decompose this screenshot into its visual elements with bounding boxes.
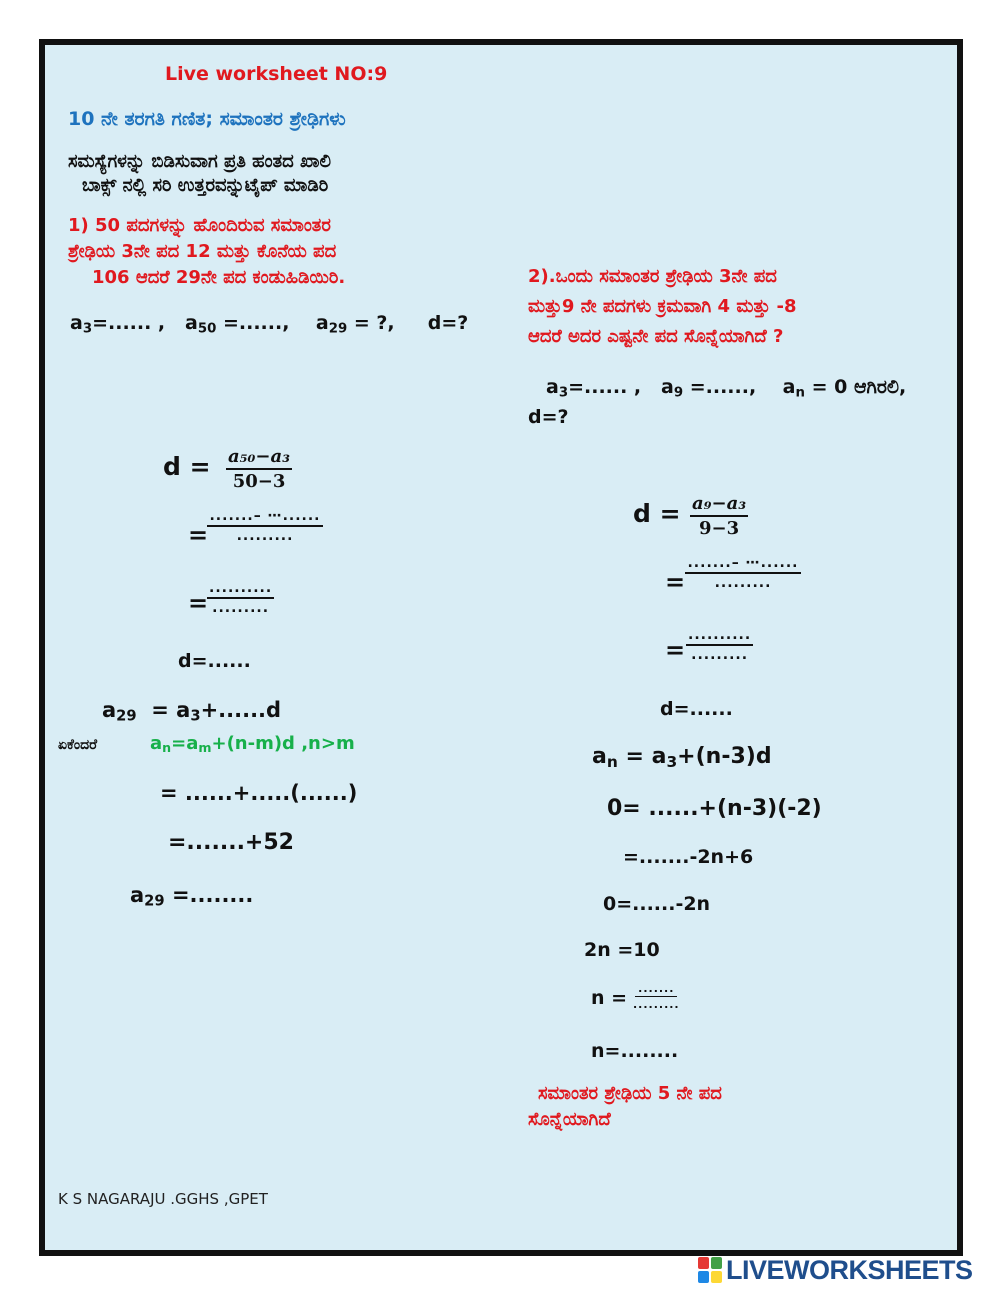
q1-step1-num[interactable]: .......– ⋯...... bbox=[207, 508, 323, 527]
logo-square-4 bbox=[711, 1271, 722, 1283]
liveworksheets-logo-icon bbox=[698, 1257, 722, 1283]
q1-a29-label: a bbox=[315, 312, 329, 334]
q2-step3[interactable]: 0= ......+(n-3)(-2) bbox=[607, 796, 822, 821]
q2-step2-num[interactable]: .......... bbox=[686, 627, 753, 646]
q1-given bbox=[70, 312, 468, 336]
q1-formula-eq: =a bbox=[171, 733, 199, 754]
q1-a50-sub: 50 bbox=[197, 321, 217, 337]
q2-d-result[interactable]: d=...... bbox=[660, 698, 733, 720]
q2-d-lhs: d = bbox=[633, 499, 681, 528]
q2-a3-label: a bbox=[546, 376, 559, 398]
q1-a3-value[interactable]: =...... , bbox=[92, 312, 166, 334]
q1-text-line-1: 1) 50 ಪದಗಳನ್ನು ಹೊಂದಿರುವ ಸಮಾಂತರ bbox=[68, 215, 331, 236]
q1-a29-eq-rhs-post[interactable]: +......d bbox=[200, 698, 282, 722]
liveworksheets-brand bbox=[698, 1254, 973, 1286]
q1-d-formula-den: 50−3 bbox=[232, 471, 286, 492]
q2-step2-den[interactable]: ......... bbox=[691, 647, 749, 663]
instruction-line-2: ಬಾಕ್ಸ್ ನಲ್ಲಿ ಸರಿ ಉತ್ತರವನ್ನುಟೈಪ್ ಮಾಡಿರಿ bbox=[82, 175, 329, 196]
q2-n-result[interactable]: n=........ bbox=[591, 1040, 679, 1062]
q2-n-fraction[interactable] bbox=[633, 982, 680, 1011]
q1-a29-sub: 29 bbox=[328, 321, 348, 337]
q1-a3-label: a bbox=[70, 312, 83, 334]
q2-an-eq-sub2: 3 bbox=[666, 752, 678, 771]
q2-given bbox=[546, 376, 906, 400]
q1-step4[interactable]: =.......+52 bbox=[168, 830, 294, 855]
q2-step5[interactable]: 0=......-2n bbox=[603, 893, 711, 915]
q2-text-line-2: ಮತ್ತು9 ನೇ ಪದಗಳು ಕ್ರಮವಾಗಿ 4 ಮತ್ತು -8 bbox=[528, 296, 797, 317]
q1-formula-rest: +(n-m)d ,n>m bbox=[211, 733, 355, 754]
q1-step1-fraction[interactable] bbox=[207, 508, 323, 544]
q1-a29-value: = ?, bbox=[353, 312, 395, 334]
instruction-line-1: ಸಮಸ್ಯೆಗಳನ್ನು ಬಿಡಿಸುವಾಗ ಪ್ರತಿ ಹಂತದ ಖಾಲಿ bbox=[68, 151, 331, 172]
q2-step1-fraction[interactable] bbox=[685, 555, 801, 591]
q1-final-rhs[interactable]: =........ bbox=[171, 883, 254, 907]
q1-a3-sub: 3 bbox=[82, 321, 93, 337]
q1-a29-eq-rhs-sub: 3 bbox=[190, 707, 201, 725]
q1-because-label: ಏಕೆಂದರೆ bbox=[58, 737, 98, 753]
q1-text-line-3: 106 ಆದರೆ 29ನೇ ಪದ ಕಂಡುಹಿಡಿಯಿರಿ. bbox=[92, 267, 346, 288]
q1-d-label: d=? bbox=[427, 312, 469, 334]
q1-final-lhs: a bbox=[130, 883, 145, 907]
q1-d-formula-num: a₅₀−a₃ bbox=[226, 446, 292, 470]
logo-square-1 bbox=[698, 1257, 709, 1269]
q2-an-eq-mid: = a bbox=[625, 744, 667, 769]
q2-an-sub: n bbox=[795, 385, 805, 401]
q1-a50-value[interactable]: =......, bbox=[222, 312, 290, 334]
q2-a9-label: a bbox=[661, 376, 674, 398]
worksheet-subtitle: 10 ನೇ ತರಗತಿ ಗಣಿತ; ಸಮಾಂತರ ಶ್ರೇಢಿಗಳು bbox=[68, 108, 346, 130]
q1-a50-label: a bbox=[185, 312, 198, 334]
q2-d-formula-num: a₉−a₃ bbox=[690, 493, 748, 517]
q2-a9-value[interactable]: =......, bbox=[689, 376, 757, 398]
q1-step1-eq: = bbox=[188, 521, 209, 549]
q2-an-eq-lhs: a bbox=[592, 744, 607, 769]
q1-step1-den[interactable]: ......... bbox=[236, 528, 294, 544]
q2-d-formula-fraction bbox=[690, 493, 748, 539]
q2-conclusion-line-1: ಸಮಾಂತರ ಶ್ರೇಢಿಯ 5 ನೇ ಪದ bbox=[538, 1083, 722, 1104]
q2-step4[interactable]: =.......-2n+6 bbox=[623, 846, 754, 868]
q2-step2-fraction[interactable] bbox=[686, 627, 753, 663]
q1-a29-equation bbox=[102, 698, 281, 725]
q1-d-formula-fraction bbox=[226, 446, 292, 492]
q2-step1-den[interactable]: ......... bbox=[714, 575, 772, 591]
q2-text-line-1: 2).ಒಂದು ಸಮಾಂತರ ಶ್ರೇಢಿಯ 3ನೇ ಪದ bbox=[528, 266, 777, 287]
q2-n-frac-num[interactable]: ....... bbox=[635, 982, 677, 997]
q1-general-formula bbox=[150, 733, 355, 755]
q2-d-formula-den: 9−3 bbox=[699, 518, 740, 539]
brand-name: LIVEWORKSHEETS bbox=[726, 1254, 973, 1285]
q1-step2-fraction[interactable] bbox=[207, 580, 274, 616]
q1-a29-eq-lhs: a bbox=[102, 698, 117, 722]
q1-formula-n: n bbox=[162, 740, 172, 756]
worksheet-title: Live worksheet NO:9 bbox=[165, 63, 388, 85]
q1-step2-eq: = bbox=[188, 589, 209, 617]
q2-an-value: = 0 ಆಗಿರಲಿ, bbox=[811, 376, 907, 398]
q1-formula-m: m bbox=[198, 740, 212, 756]
q2-text-line-3: ಆದರೆ ಅದರ ಎಷ್ಟನೇ ಪದ ಸೊನ್ನೆಯಾಗಿದೆ ? bbox=[528, 326, 784, 347]
q2-an-label: a bbox=[782, 376, 796, 398]
q1-text-line-2: ಶ್ರೇಢಿಯ 3ನೇ ಪದ 12 ಮತ್ತು ಕೊನೆಯ ಪದ bbox=[68, 241, 337, 262]
q2-step1-num[interactable]: .......– ⋯...... bbox=[685, 555, 801, 574]
q2-an-equation bbox=[592, 744, 772, 771]
q2-n-frac-den[interactable]: ......... bbox=[633, 998, 680, 1011]
q2-a3-value[interactable]: =...... , bbox=[568, 376, 642, 398]
q2-step6: 2n =10 bbox=[584, 939, 660, 961]
q1-final-sub: 29 bbox=[144, 892, 165, 910]
q2-d-label: d=? bbox=[528, 406, 569, 428]
q2-step2-eq: = bbox=[665, 636, 686, 664]
q2-n-frac-lhs: n = bbox=[591, 987, 628, 1009]
q2-conclusion-line-2: ಸೊನ್ನೆಯಾಗಿದೆ bbox=[528, 1109, 611, 1130]
q1-final-answer[interactable] bbox=[130, 883, 253, 910]
q2-a3-sub: 3 bbox=[558, 385, 569, 401]
q2-an-eq-sub: n bbox=[606, 752, 618, 771]
q1-formula-a: a bbox=[150, 733, 163, 754]
q2-step1-eq: = bbox=[665, 568, 686, 596]
q1-step2-den[interactable]: ......... bbox=[212, 600, 270, 616]
q2-a9-sub: 9 bbox=[673, 385, 684, 401]
q1-d-lhs: d = bbox=[163, 452, 211, 481]
q1-step2-num[interactable]: .......... bbox=[207, 580, 274, 599]
author-credit: K S NAGARAJU .GGHS ,GPET bbox=[58, 1190, 268, 1208]
q1-d-result[interactable]: d=...... bbox=[178, 650, 251, 672]
q1-a29-eq-sub: 29 bbox=[116, 707, 137, 725]
logo-square-3 bbox=[698, 1271, 709, 1283]
logo-square-2 bbox=[711, 1257, 722, 1269]
q2-an-eq-rest: +(n-3)d bbox=[677, 744, 772, 769]
q1-a29-eq-rhs-pre: = a bbox=[151, 698, 191, 722]
q1-step3[interactable]: = ......+.....(......) bbox=[160, 781, 358, 805]
